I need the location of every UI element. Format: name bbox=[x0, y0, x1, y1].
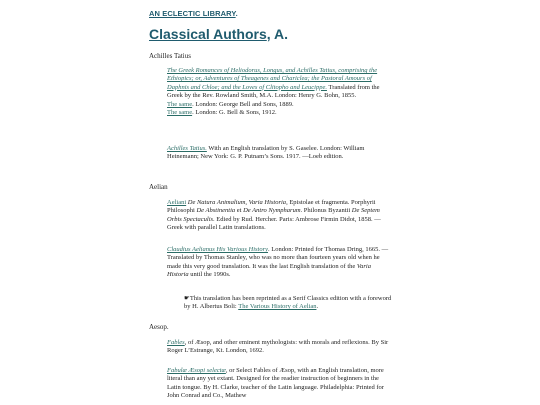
entry-aeliani-text-1: , Epistolae et fragmenta. Porphyrii Philosophi bbox=[167, 199, 376, 215]
entry-same-1889-link[interactable]: The same bbox=[167, 100, 193, 108]
title-link[interactable]: Classical Authors bbox=[149, 26, 267, 42]
entry-various-history-text-2: until the 1990s. bbox=[188, 271, 231, 279]
reprint-note bbox=[184, 295, 394, 312]
entry-aeliani-title: De Natura Animalium, Varia Historia bbox=[187, 199, 287, 206]
title-suffix: , A. bbox=[266, 26, 289, 42]
reprint-note-end: . bbox=[316, 303, 319, 311]
entry-aeliani-title-3: De Antro Nympharum bbox=[243, 207, 301, 215]
entry-fables bbox=[167, 339, 392, 356]
author-heading-achilles: Achilles Tatius bbox=[149, 52, 191, 60]
entry-aeliani-link[interactable]: Aeliani bbox=[167, 199, 187, 206]
library-dot: . bbox=[235, 9, 238, 18]
entry-same-1912-text: . London: G. Bell & Sons, 1912. bbox=[192, 109, 277, 117]
entry-aeliani-text-2: et bbox=[235, 207, 244, 215]
entry-fabulae-aesopi bbox=[167, 367, 392, 401]
page-title bbox=[149, 26, 288, 42]
entry-achilles-tatius-link[interactable]: Achilles Tatius. bbox=[167, 145, 207, 152]
entry-aeliani-text-4: . Edied by Rud. Hercher. Paris: Ambrose Firmin Didot, 1858. —Greek with parallel Latin translations. bbox=[167, 215, 381, 232]
entry-various-history-text-1: . London: Printed for Thomas Dring, 1665. —Translated by Thomas Stanley, who was no more than fourteen years old when he made this very good translation. It was the last English translation of the bbox=[167, 246, 389, 270]
entry-various-history bbox=[167, 246, 392, 280]
author-heading-aesop: Aesop. bbox=[149, 323, 169, 331]
entry-greek-romances-text: Translated from the Greek by the Rev. Rowland Smith, M.A. London: Henry G. Bohn, 1855. bbox=[167, 83, 380, 100]
entry-fabulae-aesopi-text: , or Select Fables of Æsop, with an English translation, more literal than any yet extant. Designed for the readier instruction of beginners in the Latin tongue. By H. Clarke, teacher of the Latin language. Philadelphia: Printed for John Conrad and Co., Mathew bbox=[167, 367, 384, 400]
entry-same-1889-text: . London: George Bell and Sons, 1889. bbox=[192, 100, 294, 108]
entry-aeliani-title-2: De Abstinentia bbox=[196, 207, 236, 215]
entry-various-history-link[interactable]: Claudius Aelianus His Various History bbox=[167, 246, 269, 253]
entry-fabulae-aesopi-link[interactable]: Fabulæ Æsopi selectæ bbox=[167, 367, 226, 374]
entry-greek-romances bbox=[167, 67, 392, 117]
entry-greek-romances-link[interactable]: The Greek Romances of Heliodorus, Longus, and Achilles Tatius, comprising the Ethiopics; or, Adventures of Theagenes and Chariclea; the Pastoral Amours of Daphnis and Chloe; and the Loves of Clitopho and Leucippe. bbox=[167, 67, 378, 91]
entry-fables-text: , of Æsop, and other eminent mythologists: with morals and reflexions. By Sir Roger L’Estrange, Kt. London, 1692. bbox=[167, 339, 389, 355]
entry-same-1912-link[interactable]: The same bbox=[167, 109, 193, 117]
entry-aeliani bbox=[167, 199, 392, 233]
entry-various-history-title: Varia Historia bbox=[167, 262, 371, 279]
author-heading-aelian: Aelian bbox=[149, 183, 168, 191]
reprint-note-text: This translation has been reprinted as a Serif Classics edition with a foreword by H. Albertus Boli: bbox=[184, 295, 392, 311]
entry-achilles-tatius-text: With an English translation by S. Gaselee. London: William Heinemann; New York: G. P. Putnam’s Sons. 1917. —Loeb edition. bbox=[167, 145, 365, 161]
entry-fables-link[interactable]: Fables bbox=[167, 339, 185, 346]
entry-aeliani-text-3: . Philonus Byzantii bbox=[300, 207, 352, 215]
site-header bbox=[149, 9, 238, 18]
library-home-link[interactable]: AN ECLECTIC LIBRARY bbox=[149, 9, 236, 18]
entry-aeliani-title-4: De Septem Orbis Spectaculis bbox=[167, 207, 380, 223]
reprint-note-link[interactable]: The Various History of Aelian bbox=[238, 303, 317, 311]
pointing-hand-icon: ☛ bbox=[184, 295, 190, 302]
entry-achilles-tatius bbox=[167, 145, 392, 162]
